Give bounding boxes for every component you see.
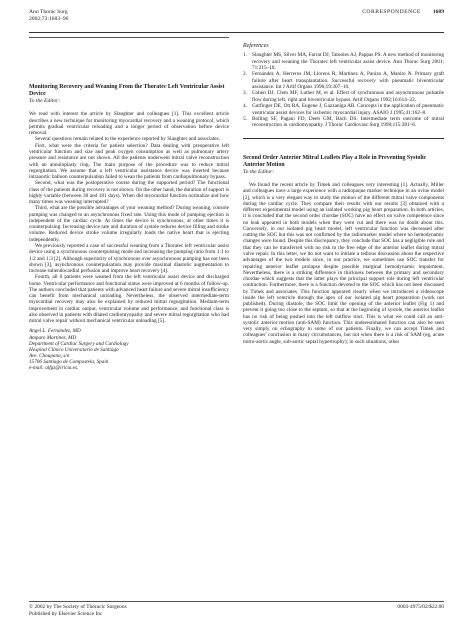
- reference-number: 3.: [243, 90, 247, 97]
- running-head: [362, 9, 444, 16]
- reference-text: Bolling SF, Pagani FD, Deeb GM, Bach DS. Intermediate term outcome of mitral reconstruction in cardiomyopathy. J Thorac Cardiovasc Surg 1998;115:381–6.: [252, 116, 444, 129]
- article-divider: [243, 138, 444, 139]
- reference-item: [243, 116, 444, 129]
- letter1-paragraph: Second, what was the postoperative course during the supported period? The functional class of the patients during recovery is not shown. On the other hand, the duration of support is highly variable (between 30 and 181 days). When did myocardial function normalize and how many times was weaning interrupted?: [29, 180, 229, 206]
- page-number: 1689: [432, 9, 444, 15]
- reference-item: [243, 103, 444, 116]
- reference-number: 4.: [243, 103, 247, 110]
- journal-volume: 2002;73:1683–96: [29, 16, 69, 22]
- letter1-paragraph: First, what were the criteria for patient selection? Data dealing with preoperative left ventricular function and size and peak oxygen consumption as well as pulmonary artery pressure and resistance are not shown. All the patients underwent mitral valve reconstruction with an annuloplasty ring. The main purpose of the procedure was to reduce mitral regurgitation. We assume that a left ventricular assistance device was inserted because intraaortic balloon counterpulsation failed to wean the patients from cardiopulmonary bypass.: [29, 142, 229, 181]
- letter2-title: Second Order Anterior Mitral Leaflets Play a Role in Preventing Systolic Anterior Motion: [243, 154, 427, 168]
- letter1-paragraph: Several questions remain related to the experience reported by Slaughter and associates.: [35, 136, 220, 143]
- reference-item: [243, 71, 444, 90]
- reference-number: 2.: [243, 71, 247, 78]
- author-street: Ave. Choupana, s/n: [29, 352, 70, 359]
- letter1-salutation: To the Editor:: [29, 98, 61, 105]
- letter1-paragraph: We previously reported a case of successful weaning from a Thoratec left ventricular assist device using a synchronous counterpulsing mode and increasing the pumping ratio from 1:1 to 1:2 and 1:3 [2]. Although superiority of synchronous over asynchronous pumping has not been shown [3], asynchronous counterpulsation may provide maximal diastolic augmentation to increase subendocardial perfusion and improve heart recovery [4].: [29, 242, 229, 275]
- author-name: Angel L. Fernández, MD: [29, 328, 81, 335]
- header-rule: [29, 32, 444, 33]
- author-name: Amparo Martínez, MD: [29, 334, 77, 341]
- header-subrule: [29, 37, 229, 38]
- letter1-signature: [29, 328, 229, 371]
- copyright-line: © 2002 by The Society of Thoracic Surgeons: [29, 604, 127, 610]
- reference-item: [243, 90, 444, 103]
- journal-name: Ann Thorac Surg: [29, 9, 68, 15]
- letter1-title: Monitoring Recovery and Weaning From the Thoratec Left Ventricular Assist Device: [29, 84, 225, 98]
- author-email[interactable]: e-mail: alfgz@iricia.es.: [29, 365, 79, 371]
- reference-text: Fernández A, Herreros JM, Llorens R, Martínez A, Panizo A, Manito N. Primary graft failure after heart transplantation. Successful recovery with pneumatic biventricular assistance. Int J Artif Organs 1996;19:307–10.: [252, 71, 444, 90]
- letter1-paragraph: Third, what are the possible advantages of your weaning method? During weaning, console pumping was changed to an asynchronous fixed rate. Using this mode of pumping ejection is independent of the cardiac cycle. At times the device is synchronous, at other times it is counterpulsing. Increasing device rate and duration of systole reduces device filling and stroke volume. Reduced device stroke volume irregularly loads the native heart that is ejecting independently.: [29, 205, 229, 243]
- publisher-line: Published by Elsevier Science Inc: [29, 611, 103, 617]
- author-department: Department of Cardiac Surgery and Cardiology: [29, 340, 129, 347]
- left-column: [29, 43, 229, 371]
- footer-rule: [29, 601, 444, 602]
- references-heading: References: [243, 43, 269, 49]
- letter2-paragraph: We found the recent article by Timek and colleagues very interesting [1]. Actually, Miller and colleagues have a large experience with a radiopaque marker technique in an ovine model [2], which is a very elegant way to study the motion of the different mitral valve components during the cardiac cycle. They compare their results with our results [3] obtained with a different experimental model using an isolated working pig heart preparation. In both articles, it is concluded that the second order chordae (SOC) have no effect on valve competence since no leak appeared in both models when they were cut and there was no doubt about this. Conversely, in our isolated pig heart model, left ventricular function was decreased after cutting the SOC but this was not confirmed by the radiomarker model where no hemodynamic changes were found. Despite this discrepancy, they conclude that SOC has a negligible role and that they can be transferred with no risk to the free edge of the anterior leaflet during mitral valve repair. In this letter, we do not want to initiate a tedious discussion about the respective advantages of the two models since, in our practice, we sometimes use SOC transfer for repairing anterior leaflet prolapse despite possible marginal hemodynamic impairment. Nevertheless, there is a striking difference in thickness between the primary and secondary chordae which suggests that the latter plays the principal support role during left ventricular contraction. Furthermore, there is a function devoted to the SOC which has not been discussed by Timek and associates. This function appeared clearly when we introduced a videoscope inside the left ventricle through the apex of our isolated pig heart preparation (work not published). During diastole, the SOC limit the opening of the anterior leaflet (Fig 1) and prevent it going too close to the septum, so that at the beginning of systole, the anterior leaflet has no risk of being pushed into the left outflow tract. This is what we could call an anti-systolic anterior motion (anti-SAM) function. This underestimated function can also be seen very simply on echography in some of our patients. Finally, we can accept Timek and colleagues’ conclusion in many circumstances, but not when there is a risk of SAM (eg, acute mitro-aortic angle, sub-aortic septal hypertrophy); in such situations, other: [243, 182, 444, 345]
- reference-list: [243, 52, 444, 128]
- issn-code: 0003-4975/02/$22.00: [397, 604, 444, 610]
- letter1-paragraph: Fourth, all 6 patients were weaned from the left ventricular assist device and discharged home. Ventricular performance and functional status were improved at 6 months of follow-up. The authors concluded that patients with advanced heart failure and severe mitral insufficiency can benefit from mechanical unloading. Nevertheless, the observed intermediate-term myocardial recovery may also be explained by reduced mitral regurgitation. Medium-term improvement in cardiac output, ventricular volume and performance, and functional class is also observed in patients with dilated cardiomyopathy and severe mitral regurgitation who had mitral valve repair without mechanical ventricular unloading [5].: [29, 274, 229, 325]
- reference-number: 1.: [243, 52, 247, 59]
- letter1-paragraph: We read with interest the article by Slaughter and colleagues [1]. This excellent article describes a new technique for monitoring myocardial recovery and a weaning protocol, which permits gradual ventricular reloading and a longer period of observation before device removal.: [29, 111, 229, 137]
- reference-text: Cohen DJ, Clem MF, Luther M, et al. Effect of synchronous and asynchronous pulsatile flow during left, right and biventricular bypass. Artif Organs 1992;16:614–22.: [252, 90, 444, 103]
- section-name: CORRESPONDENCE: [362, 9, 421, 15]
- author-city: 15706 Santiago de Compostela, Spain: [29, 358, 109, 365]
- reference-number: 5.: [243, 116, 247, 123]
- author-hospital: Hospital Clínico Universitario de Santiago: [29, 346, 119, 353]
- letter2-salutation: To the Editor:: [243, 169, 275, 176]
- footer-left: [29, 604, 127, 618]
- reference-text: Slaughter MS, Silver MA, Farrar DJ, Tatooles AJ, Pappas PS. A new method of monitoring recovery and weaning the Thoratec left ventricular assist device. Ann Thorac Surg 2001; 71:215–18.: [252, 52, 444, 71]
- reference-text: Gutfinger DE, Ott RA, Eugene J, Gazzaniga AB. Concepts in the application of pneumatic ventricular assist devices for ischemic myocardial injury. ASAIO J 1995;41:162–8.: [252, 103, 444, 116]
- right-column: [243, 43, 444, 345]
- footer-right: [397, 604, 444, 611]
- reference-item: [243, 52, 444, 71]
- journal-citation: [29, 9, 68, 23]
